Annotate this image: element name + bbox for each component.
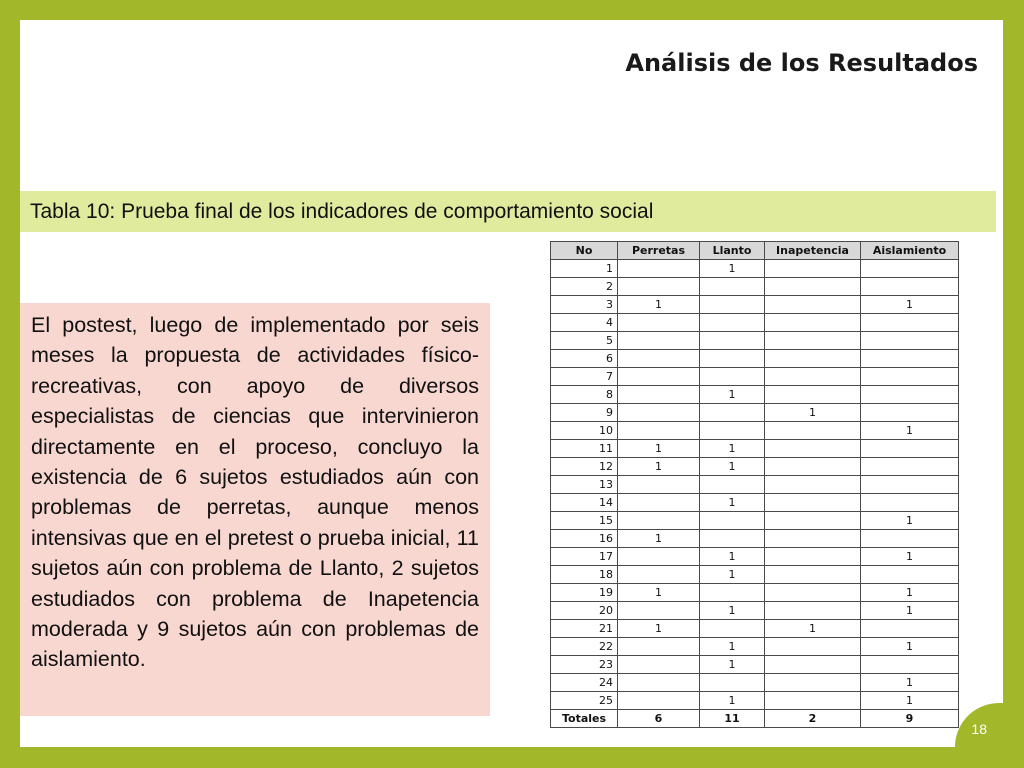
cell-no: 4 xyxy=(551,314,618,332)
cell-aislamiento xyxy=(861,260,959,278)
total-inapetencia: 2 xyxy=(765,710,861,728)
cell-inapetencia xyxy=(765,368,861,386)
cell-llanto xyxy=(700,422,765,440)
cell-perretas xyxy=(618,350,700,368)
table-body xyxy=(551,260,959,728)
cell-llanto: 1 xyxy=(700,602,765,620)
cell-perretas xyxy=(618,422,700,440)
table-caption: Tabla 10: Prueba final de los indicadores de comportamiento social xyxy=(30,200,654,223)
slide xyxy=(20,20,1003,747)
table-row xyxy=(551,512,959,530)
cell-perretas xyxy=(618,656,700,674)
cell-aislamiento xyxy=(861,386,959,404)
cell-no: 22 xyxy=(551,638,618,656)
cell-no: 24 xyxy=(551,674,618,692)
cell-llanto xyxy=(700,620,765,638)
header-no: No xyxy=(551,242,618,260)
cell-perretas xyxy=(618,278,700,296)
table-row xyxy=(551,404,959,422)
cell-inapetencia: 1 xyxy=(765,620,861,638)
cell-perretas xyxy=(618,566,700,584)
cell-no: 16 xyxy=(551,530,618,548)
cell-no: 21 xyxy=(551,620,618,638)
table-row xyxy=(551,548,959,566)
cell-inapetencia xyxy=(765,296,861,314)
cell-aislamiento xyxy=(861,530,959,548)
table-row xyxy=(551,476,959,494)
cell-no: 20 xyxy=(551,602,618,620)
cell-aislamiento: 1 xyxy=(861,638,959,656)
table-row xyxy=(551,584,959,602)
cell-perretas xyxy=(618,638,700,656)
cell-llanto xyxy=(700,476,765,494)
table-row xyxy=(551,566,959,584)
total-aislamiento: 9 xyxy=(861,710,959,728)
cell-perretas xyxy=(618,314,700,332)
cell-llanto xyxy=(700,368,765,386)
cell-no: 25 xyxy=(551,692,618,710)
cell-no: 2 xyxy=(551,278,618,296)
cell-perretas xyxy=(618,260,700,278)
cell-perretas xyxy=(618,602,700,620)
cell-no: 3 xyxy=(551,296,618,314)
cell-perretas xyxy=(618,386,700,404)
cell-llanto: 1 xyxy=(700,692,765,710)
table-row xyxy=(551,350,959,368)
table-row xyxy=(551,656,959,674)
cell-aislamiento xyxy=(861,350,959,368)
cell-perretas xyxy=(618,368,700,386)
table-row xyxy=(551,368,959,386)
cell-llanto xyxy=(700,584,765,602)
cell-inapetencia xyxy=(765,530,861,548)
cell-aislamiento xyxy=(861,332,959,350)
header-aislamiento: Aislamiento xyxy=(861,242,959,260)
cell-no: 5 xyxy=(551,332,618,350)
cell-perretas xyxy=(618,404,700,422)
cell-aislamiento: 1 xyxy=(861,584,959,602)
analysis-paragraph: El postest, luego de implementado por seis meses la propuesta de actividades físico-recreativas, con apoyo de diversos especialistas de ciencias que intervinieron directamente en el proceso, concluyo la existencia de 6 sujetos estudiados aún con problemas de perretas, aunque menos intensivas que en el pretest o prueba inicial, 11 sujetos aún con problema de Llanto, 2 sujetos estudiados con problema de Inapetencia moderada y 9 sujetos aún con problemas de aislamiento. xyxy=(31,313,479,672)
cell-llanto xyxy=(700,314,765,332)
cell-no: 1 xyxy=(551,260,618,278)
cell-llanto xyxy=(700,332,765,350)
total-perretas: 6 xyxy=(618,710,700,728)
table-row xyxy=(551,314,959,332)
cell-inapetencia xyxy=(765,350,861,368)
cell-inapetencia xyxy=(765,584,861,602)
cell-llanto: 1 xyxy=(700,260,765,278)
cell-llanto: 1 xyxy=(700,638,765,656)
cell-aislamiento: 1 xyxy=(861,422,959,440)
cell-no: 23 xyxy=(551,656,618,674)
cell-llanto xyxy=(700,278,765,296)
cell-aislamiento: 1 xyxy=(861,512,959,530)
page-number: 18 xyxy=(971,721,987,737)
cell-llanto: 1 xyxy=(700,656,765,674)
cell-no: 19 xyxy=(551,584,618,602)
cell-perretas: 1 xyxy=(618,620,700,638)
cell-inapetencia xyxy=(765,674,861,692)
cell-llanto: 1 xyxy=(700,494,765,512)
cell-llanto xyxy=(700,512,765,530)
cell-perretas: 1 xyxy=(618,440,700,458)
cell-no: 15 xyxy=(551,512,618,530)
cell-inapetencia xyxy=(765,458,861,476)
table-row xyxy=(551,332,959,350)
cell-no: 8 xyxy=(551,386,618,404)
cell-llanto xyxy=(700,530,765,548)
table-row xyxy=(551,620,959,638)
cell-inapetencia xyxy=(765,314,861,332)
table-row xyxy=(551,638,959,656)
cell-inapetencia xyxy=(765,476,861,494)
cell-perretas xyxy=(618,494,700,512)
cell-perretas xyxy=(618,332,700,350)
cell-no: 10 xyxy=(551,422,618,440)
cell-llanto: 1 xyxy=(700,566,765,584)
table-row xyxy=(551,458,959,476)
cell-llanto: 1 xyxy=(700,548,765,566)
cell-aislamiento: 1 xyxy=(861,548,959,566)
table-caption-bar xyxy=(20,191,996,232)
cell-llanto xyxy=(700,296,765,314)
cell-no: 11 xyxy=(551,440,618,458)
table-row xyxy=(551,440,959,458)
cell-inapetencia xyxy=(765,638,861,656)
cell-no: 18 xyxy=(551,566,618,584)
cell-llanto xyxy=(700,404,765,422)
table-row xyxy=(551,260,959,278)
header-perretas: Perretas xyxy=(618,242,700,260)
cell-inapetencia xyxy=(765,386,861,404)
cell-inapetencia xyxy=(765,422,861,440)
cell-aislamiento xyxy=(861,404,959,422)
cell-aislamiento xyxy=(861,368,959,386)
cell-llanto xyxy=(700,674,765,692)
cell-aislamiento xyxy=(861,278,959,296)
cell-perretas: 1 xyxy=(618,296,700,314)
cell-aislamiento xyxy=(861,476,959,494)
cell-inapetencia xyxy=(765,512,861,530)
cell-llanto: 1 xyxy=(700,440,765,458)
cell-inapetencia xyxy=(765,494,861,512)
cell-perretas xyxy=(618,692,700,710)
cell-aislamiento: 1 xyxy=(861,602,959,620)
cell-no: 13 xyxy=(551,476,618,494)
table-row xyxy=(551,494,959,512)
cell-aislamiento xyxy=(861,656,959,674)
table-row xyxy=(551,278,959,296)
cell-inapetencia xyxy=(765,332,861,350)
cell-inapetencia xyxy=(765,602,861,620)
cell-no: 14 xyxy=(551,494,618,512)
cell-perretas xyxy=(618,548,700,566)
table-row xyxy=(551,692,959,710)
total-llanto: 11 xyxy=(700,710,765,728)
cell-perretas xyxy=(618,512,700,530)
slide-title: Análisis de los Resultados xyxy=(625,49,978,77)
cell-no: 6 xyxy=(551,350,618,368)
cell-aislamiento xyxy=(861,494,959,512)
header-llanto: Llanto xyxy=(700,242,765,260)
cell-aislamiento xyxy=(861,620,959,638)
table-row xyxy=(551,422,959,440)
cell-aislamiento: 1 xyxy=(861,296,959,314)
table-row xyxy=(551,674,959,692)
cell-aislamiento xyxy=(861,314,959,332)
cell-perretas: 1 xyxy=(618,458,700,476)
cell-perretas: 1 xyxy=(618,530,700,548)
cell-perretas xyxy=(618,476,700,494)
cell-perretas: 1 xyxy=(618,584,700,602)
totals-row xyxy=(551,710,959,728)
cell-no: 12 xyxy=(551,458,618,476)
cell-llanto: 1 xyxy=(700,458,765,476)
cell-llanto: 1 xyxy=(700,386,765,404)
analysis-text-box xyxy=(20,303,490,716)
results-table xyxy=(550,241,959,728)
cell-inapetencia xyxy=(765,440,861,458)
table-row xyxy=(551,386,959,404)
cell-aislamiento: 1 xyxy=(861,674,959,692)
cell-inapetencia xyxy=(765,656,861,674)
cell-llanto xyxy=(700,350,765,368)
cell-inapetencia xyxy=(765,548,861,566)
table-row xyxy=(551,602,959,620)
cell-no: 7 xyxy=(551,368,618,386)
totals-label: Totales xyxy=(551,710,618,728)
cell-aislamiento xyxy=(861,566,959,584)
cell-aislamiento xyxy=(861,458,959,476)
cell-inapetencia xyxy=(765,260,861,278)
cell-perretas xyxy=(618,674,700,692)
table-header-row xyxy=(551,242,959,260)
cell-no: 9 xyxy=(551,404,618,422)
table-row xyxy=(551,530,959,548)
cell-no: 17 xyxy=(551,548,618,566)
cell-inapetencia xyxy=(765,278,861,296)
cell-aislamiento xyxy=(861,440,959,458)
header-inapetencia: Inapetencia xyxy=(765,242,861,260)
page-number-badge xyxy=(955,703,1003,747)
cell-aislamiento: 1 xyxy=(861,692,959,710)
table-row xyxy=(551,296,959,314)
cell-inapetencia xyxy=(765,566,861,584)
cell-inapetencia xyxy=(765,692,861,710)
cell-inapetencia: 1 xyxy=(765,404,861,422)
